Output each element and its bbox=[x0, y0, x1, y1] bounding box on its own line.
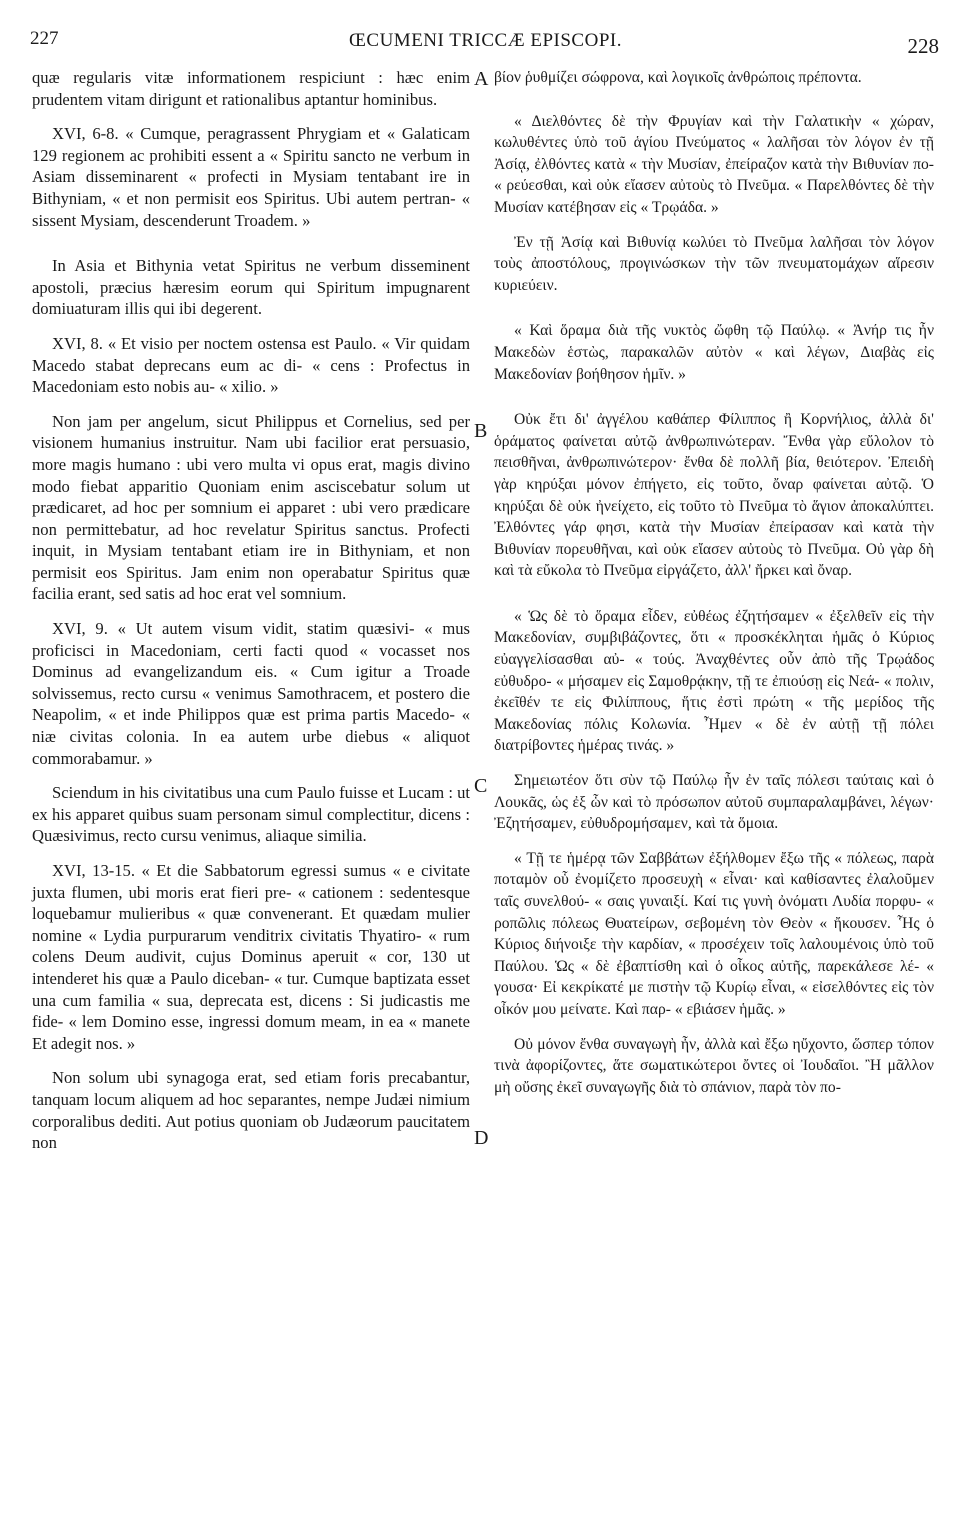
latin-scripture-quote: XVI, 6-8. « Cumque, peragrassent Phrygiam et « Galaticam 129 regionem ac prohibiti essent a « Spiritu sancto ne verbum in Asiam disseminarent « profecti in Mysiam tentabant ire in Bithyniam, « et non permisit eos Spiritus. Ubi autem pertran- « sissent Mysiam, descenderunt Troadem. » bbox=[32, 124, 470, 230]
greek-paragraph: Οὐκ ἔτι δι' ἀγγέλου καθάπερ Φίλιππος ἢ Κορνήλιος, ἀλλὰ δι' ὁράματος φαίνεται αὐτῷ ἀνθρωπινώτεραν. Ἔνθα γὰρ εὔλολον τὸ πεισθῆναι, ἀνθρωπινώτερον· ἔνθα δὲ πολλῆ βία, θειότερον. Ἐπειδὴ γὰρ κηρύξαι μόνον ἐπήγετο, εἰς τοῦτο, ὄναρ φαίνεται αὐτῷ. Ὁ κηρύξαι δὲ οὐκ ἠνείχετο, εἰς τοῦτο τὸ Πνεῦμα τὸ ἅγιον ἀποκαλύπτει. Ἐλθόντες γάρ φησι, κατὰ τὴν Μυσίαν ἐπείρασαν καὶ κατὰ τὴν Βιθυνίαν πορευθῆναι, καὶ οὐκ εἴασεν αὐτοὺς τὸ Πνεῦμα. Οὐ γὰρ δὴ καὶ τὰ εὔκολα τὸ Πνεῦμα εἰργάζετο, ἀλλ' ἤρκει καὶ ὄναρ. bbox=[494, 411, 934, 580]
right-page-number: 228 bbox=[907, 34, 939, 58]
latin-scripture-quote: XVI, 8. « Et visio per noctem ostensa est Paulo. « Vir quidam Macedo stabat deprecans eum ac di- « cens : Profectus in Macedoniam esto nobis au- « xilio. » bbox=[32, 333, 470, 397]
left-page-number: 227 bbox=[30, 28, 59, 49]
latin-paragraph: Sciendum in his civitatibus una cum Paulo fuisse et Lucam : ut ex his apparet quibus suam personam simul complectitur, dicens : Quæsivimus, recto cursu venimus, aliaque similia. bbox=[32, 783, 471, 846]
page-header bbox=[0, 28, 971, 58]
margin-marker-d: D bbox=[474, 1127, 489, 1149]
latin-paragraph: quæ regularis vitæ informationem respiciunt : hæc enim prudentem vitam dirigunt et rationalibus aptantur hominibus. bbox=[32, 68, 470, 109]
greek-scripture-quote: « Διελθόντες δὲ τὴν Φρυγίαν καὶ τὴν Γαλατικὴν « χώραν, κωλυθέντες ὑπὸ τοῦ ἁγίου Πνεύματος « λαλῆσαι τὸν λόγον ἐν τῇ Ἀσίᾳ, ἐλθόντες κατὰ « τὴν Μυσίαν, ἐπείραζον κατὰ τὴν Βιθυνίαν πο- « ρεύεσθαι, καὶ οὐκ εἴασεν αὐτοὺς τὸ Πνεῦμα. « Παρελθόντες δὲ τὴν Μυσίαν κατέβησαν εἰς « Τρῳάδα. » bbox=[494, 112, 934, 216]
margin-marker-c: C bbox=[474, 775, 488, 797]
greek-scripture-quote: « Καὶ ὅραμα διὰ τῆς νυκτὸς ὤφθη τῷ Παύλῳ. « Ἀνήρ τις ἦν Μακεδὼν ἑστὼς, παρακαλῶν αὐτὸν « καὶ λέγων, Διαβὰς εἰς Μακεδονίαν βοήθησον ἡμῖν. » bbox=[494, 322, 934, 383]
margin-marker-a: A bbox=[474, 68, 489, 90]
margin-marker-b: B bbox=[474, 420, 488, 442]
greek-paragraph: Σημειωτέον ὅτι σὺν τῷ Παύλῳ ἦν ἐν ταῖς πόλεσι ταύταις καὶ ὁ Λουκᾶς, ὡς ἐξ ὧν καὶ τὸ πρόσωπον αὐτοῦ συμπαραλαμβάνει, λέγων· Ἐζητήσαμεν, εὐθυδρομήσαμεν, καὶ τὰ ὅμοια. bbox=[494, 772, 934, 833]
latin-paragraph: Non jam per angelum, sicut Philippus et Cornelius, sed per visionem humanius instruitur. Nam ubi facilior erat persuasio, more magis humano : ubi vero multa vi opus erat, magis divino modo fiebat apparitio Quoniam enim asciscebatur solum ut prædicaret, ad hoc per somnium ei apparet : ubi vero prædicare non permittebatur, ad hoc revelatur Spiritus sanctus. Profecti inquit, in Mysiam tentabant etiam ire in Bithyniam, et non permisit eos Spiritus. Jam enim non operabatur Spiritus quæ facilia erant, sed satis ad hoc erat vel somnium. bbox=[32, 411, 470, 604]
latin-paragraph: Non solum ubi synagoga erat, sed etiam foris precabantur, tanquam locum aliquem ad hoc separantes, nempe Judæi nimium corporalibus dediti. Aut potius quoniam ob Judæorum paucitatem non bbox=[32, 1068, 470, 1153]
greek-column bbox=[494, 67, 934, 1098]
greek-scripture-quote: « Τῇ τε ἡμέρᾳ τῶν Σαββάτων ἐξήλθομεν ἔξω τῆς « πόλεως, παρὰ ποταμὸν οὗ ἐνομίζετο προσευχὴ « εἶναι· καὶ καθίσαντες ἐλαλοῦμεν ταῖς συνελθού- « σαις γυναιξί. Καί τις γυνὴ ὀνόματι Λυδία πορφυ- « ροπῶλις πόλεως Θυατείρων, σεβομένη τὸν Θεὸν « ἤκουσεν. Ἧς ὁ Κύριος διήνοιξε τὴν καρδίαν, « προσέχειν τοῖς λαλουμένοις ὑπὸ τοῦ Παύλου. Ὡς « δὲ ἐβαπτίσθη καὶ ὁ οἶκος αὐτῆς, παρεκάλεσε λέ- « γουσα· Εἰ κεκρίκατέ με πιστὴν τῷ Κυρίῳ εἶναι, « εἰσελθόντες εἰς τὸν οἶκόν μου μείνατε. Καὶ παρ- « εβιάσεν ἡμᾶς. » bbox=[494, 849, 934, 1018]
running-title: ŒCUMENI TRICCÆ EPISCOPI. bbox=[349, 30, 622, 51]
latin-scripture-quote: XVI, 9. « Ut autem visum vidit, statim quæsivi- « mus proficisci in Macedoniam, certi facti quod « vocasset nos Dominus ad evangelizandum eis. « Cum igitur a Troade solvissemus, recto cursu « venimus Samothracem, et postero die Neapolim, « et inde Philippos quæ est prima partis Macedo- « niæ civitas colonia. In ea autem urbe diebus « aliquot commorabamur. » bbox=[32, 619, 470, 768]
greek-paragraph: Ἐν τῇ Ἀσίᾳ καὶ Βιθυνίᾳ κωλύει τὸ Πνεῦμα λαλῆσαι τὸν λόγον τοὺς ἀποστόλους, προγινώσκων τὴν τῶν πνευματομάχων αἵρεσιν κυριεύειν. bbox=[494, 233, 934, 294]
greek-paragraph: Οὐ μόνον ἔνθα συναγωγὴ ἦν, ἀλλὰ καὶ ἔξω ηὔχοντο, ὥσπερ τόπον τινὰ ἀφορίζοντες, ἅτε σωματικώτεροι ὄντες οἱ Ἰουδαῖοι. Ἢ μᾶλλον μὴ οὔσης ἐκεῖ συναγωγῆς διὰ τὸ σπάνιον, παρὰ τὸν πο- bbox=[494, 1035, 934, 1096]
greek-scripture-quote: « Ὡς δὲ τὸ ὅραμα εἶδεν, εὐθέως ἐζητήσαμεν « ἐξελθεῖν εἰς τὴν Μακεδονίαν, συμβιβάζοντες, ὅτι « προσκέκληται ἡμᾶς ὁ Κύριος εὐαγγελίσασθαι αὐ- « τούς. Ἀναχθέντες οὖν ἀπὸ τῆς Τρῳάδος εὐθυδρο- « μήσαμεν εἰς Σαμοθρᾴκην, τῇ τε ἐπιούσῃ εἰς Νεά- « πολιν, ἐκεῖθέν τε εἰς Φιλίππους, ἥτις ἐστὶ πρώτη « τῆς μερίδος τῆς Μακεδονίας πόλις Κολωνία. Ἦμεν « δὲ ἐν αὐτῇ τῇ πόλει διατρίβοντες ἡμέρας τινάς. » bbox=[494, 607, 934, 755]
latin-scripture-quote: XVI, 13-15. « Et die Sabbatorum egressi sumus « e civitate juxta flumen, ubi moris erat fieri pre- « cationem : sedentesque loquebamur mulieribus « quæ convenerant. Et quædam mulier nomine « Lydia purpurarum venditrix civitatis Thyatiro- « rum colens Deum audivit, cujus Dominus aperuit « cor, 130 ut intenderet his quæ a Paulo diceban- « tur. Cumque baptizata esset una cum familia « sua, deprecata est, dicens : Si judicastis me fide- « lem Domino esse, ingressi domum meam, in ea « manete Et adegit nos. » bbox=[32, 861, 470, 1053]
latin-paragraph: In Asia et Bithynia vetat Spiritus ne verbum disseminent apostoli, præcius hæresim eorum qui Spiritum impugnarent domiuaturam illis qui ibi degerent. bbox=[32, 256, 470, 319]
greek-paragraph: βίον ῥυθμίζει σώφρονα, καὶ λογικοῖς ἀνθρώποις πρέποντα. bbox=[494, 69, 862, 86]
latin-column bbox=[32, 67, 470, 1154]
